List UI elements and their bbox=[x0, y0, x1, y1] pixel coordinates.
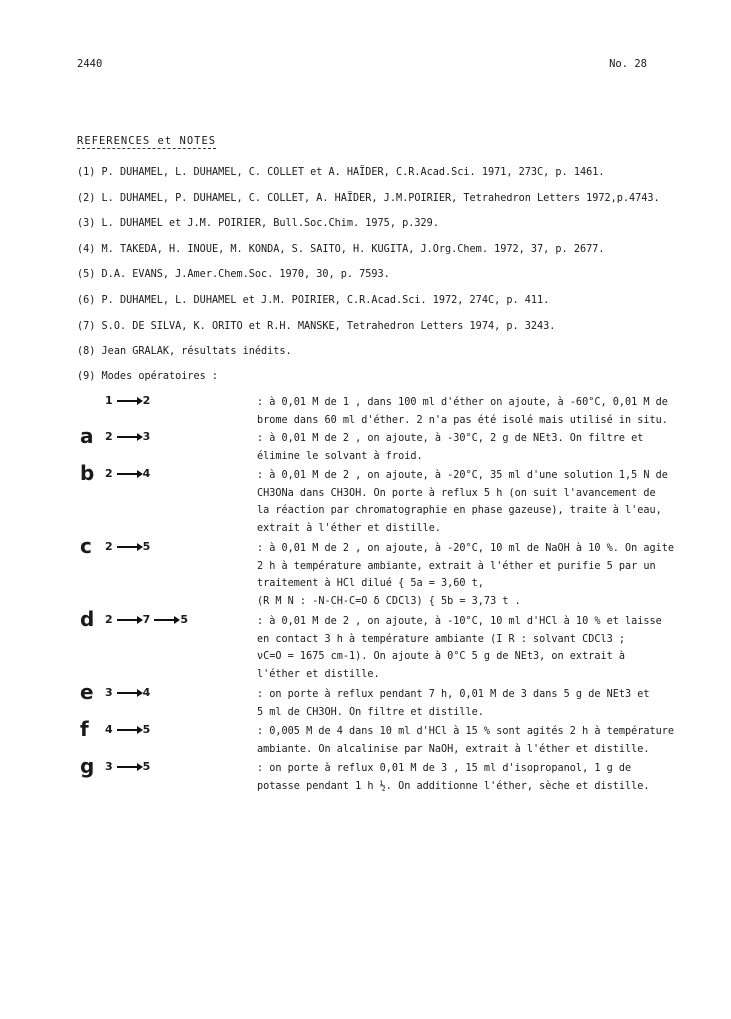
reaction-scheme bbox=[105, 723, 150, 736]
description-line: potasse pendant 1 h ½. On additionne l'éther, sèche et distille. bbox=[257, 780, 650, 792]
reference-item: (2) L. DUHAMEL, P. DUHAMEL, C. COLLET, A. HAÏDER, J.M.POIRIER, Tetrahedron Letters 1972,p.4743. bbox=[77, 192, 660, 204]
reaction-scheme bbox=[105, 540, 150, 553]
description-line: νC=O = 1675 cm-1). On ajoute à 0°C 5 g de NEt3, on extrait à bbox=[257, 651, 626, 662]
reference-item: (8) Jean GRALAK, résultats inédits. bbox=[77, 346, 292, 358]
compound-number: 5 bbox=[180, 613, 188, 626]
description-line: : 0,005 M de 4 dans 10 ml d'HCl à 15 % sont agités 2 h à température bbox=[257, 726, 675, 737]
mode-description bbox=[257, 613, 667, 683]
description-line: 5 ml de CH3OH. On filtre et distille. bbox=[257, 706, 484, 718]
compound-number: 4 bbox=[142, 467, 151, 480]
arrow-icon bbox=[117, 729, 139, 731]
description-line: élimine le solvant à froid. bbox=[257, 450, 423, 462]
reaction-scheme bbox=[105, 394, 150, 407]
description-line: ambiante. On alcalinise par NaOH, extrait à l'éther et distille. bbox=[257, 743, 650, 755]
compound-number: 4 bbox=[105, 723, 113, 736]
mode-description bbox=[257, 540, 675, 610]
compound-number: 5 bbox=[142, 540, 151, 553]
mode-description bbox=[257, 686, 667, 721]
mode-description bbox=[257, 467, 667, 537]
compound-number: 3 bbox=[105, 686, 113, 699]
issue-number: No. 28 bbox=[609, 58, 647, 70]
compound-number: 2 bbox=[105, 430, 113, 443]
mode-description bbox=[257, 430, 667, 465]
description-line: traitement à HCl dilué { 5a = 3,60 t, bbox=[257, 578, 484, 589]
reaction-scheme bbox=[105, 686, 150, 699]
description-line: en contact 3 h à température ambiante (I R : solvant CDCl3 ; bbox=[257, 633, 626, 645]
reference-item: (1) P. DUHAMEL, L. DUHAMEL, C. COLLET et A. HAÏDER, C.R.Acad.Sci. 1971, 273C, p. 1461. bbox=[77, 167, 605, 178]
reference-item: (3) L. DUHAMEL et J.M. POIRIER, Bull.Soc.Chim. 1975, p.329. bbox=[77, 218, 439, 230]
description-line: : on porte à reflux pendant 7 h, 0,01 M de 3 dans 5 g de NEt3 et bbox=[257, 689, 650, 700]
reaction-scheme bbox=[105, 430, 150, 443]
reaction-scheme bbox=[105, 760, 150, 773]
mode-letter: b bbox=[80, 461, 95, 485]
description-line: : à 0,01 M de 2 , on ajoute, à -30°C, 2 g de NEt3. On filtre et bbox=[257, 433, 644, 444]
description-line: l'éther et distille. bbox=[257, 668, 380, 680]
description-line: (R M N : -N-CH-C=O δ CDCl3) { 5b = 3,73 t . bbox=[257, 595, 521, 607]
references-list bbox=[77, 166, 677, 371]
arrow-icon bbox=[117, 546, 139, 548]
compound-number: 4 bbox=[142, 686, 151, 699]
compound-number: 2 bbox=[105, 467, 113, 480]
description-line: : on porte à reflux 0,01 M de 3 , 15 ml d'isopropanol, 1 g de bbox=[257, 763, 632, 774]
mode-description bbox=[257, 394, 667, 429]
modes-title: (9) Modes opératoires : bbox=[77, 371, 219, 382]
description-line: : à 0,01 M de 1 , dans 100 ml d'éther on ajoute, à -60°C, 0,01 M de bbox=[257, 397, 668, 408]
compound-number: 2 bbox=[142, 394, 151, 407]
mode-letter: e bbox=[80, 680, 94, 704]
arrow-icon bbox=[117, 692, 139, 694]
mode-letter: a bbox=[80, 424, 94, 448]
description-line: brome dans 60 ml d'éther. 2 n'a pas été isolé mais utilisé in situ. bbox=[257, 414, 668, 426]
compound-number: 3 bbox=[142, 430, 151, 443]
arrow-icon bbox=[117, 473, 139, 475]
mode-letter: c bbox=[80, 534, 92, 558]
arrow-icon bbox=[117, 400, 139, 402]
description-line: 2 h à température ambiante, extrait à l'éther et purifie 5 par un bbox=[257, 560, 656, 572]
compound-number: 2 bbox=[105, 613, 113, 626]
compound-number: 5 bbox=[142, 723, 151, 736]
compound-number: 5 bbox=[142, 760, 151, 773]
mode-letter: d bbox=[80, 607, 95, 631]
mode-letter: f bbox=[80, 717, 89, 741]
arrow-icon bbox=[117, 766, 139, 768]
description-line: extrait à l'éther et distille. bbox=[257, 522, 442, 534]
arrow-icon bbox=[154, 619, 176, 621]
arrow-icon bbox=[117, 619, 139, 621]
reference-item: (7) S.O. DE SILVA, K. ORITO et R.H. MANSKE, Tetrahedron Letters 1974, p. 3243. bbox=[77, 320, 556, 332]
compound-number: 3 bbox=[105, 760, 113, 773]
description-line: la réaction par chromatographie en phase gazeuse), traite à l'eau, bbox=[257, 505, 662, 516]
reaction-scheme bbox=[105, 467, 150, 480]
mode-description bbox=[257, 723, 675, 758]
mode-letter: g bbox=[80, 754, 95, 778]
description-line: : à 0,01 M de 2 , on ajoute, à -20°C, 35 ml d'une solution 1,5 N de bbox=[257, 470, 668, 481]
page-number: 2440 bbox=[77, 58, 103, 70]
compound-number: 1 bbox=[105, 394, 113, 407]
reaction-scheme bbox=[105, 613, 188, 626]
reference-item: (5) D.A. EVANS, J.Amer.Chem.Soc. 1970, 30, p. 7593. bbox=[77, 269, 390, 281]
reference-item: (6) P. DUHAMEL, L. DUHAMEL et J.M. POIRIER, C.R.Acad.Sci. 1972, 274C, p. 411. bbox=[77, 294, 550, 306]
compound-number: 7 bbox=[142, 613, 151, 626]
compound-number: 2 bbox=[105, 540, 113, 553]
arrow-icon bbox=[117, 436, 139, 438]
reference-item: (4) M. TAKEDA, H. INOUE, M. KONDA, S. SAITO, H. KUGITA, J.Org.Chem. 1972, 37, p. 2677. bbox=[77, 243, 605, 255]
section-title: REFERENCES et NOTES bbox=[77, 135, 217, 147]
description-line: : à 0,01 M de 2 , on ajoute, à -10°C, 10 ml d'HCl à 10 % et laisse bbox=[257, 616, 662, 627]
description-line: CH3ONa dans CH3OH. On porte à reflux 5 h (on suit l'avancement de bbox=[257, 487, 656, 499]
description-line: : à 0,01 M de 2 , on ajoute, à -20°C, 10 ml de NaOH à 10 %. On agite bbox=[257, 543, 675, 554]
mode-description bbox=[257, 760, 667, 795]
